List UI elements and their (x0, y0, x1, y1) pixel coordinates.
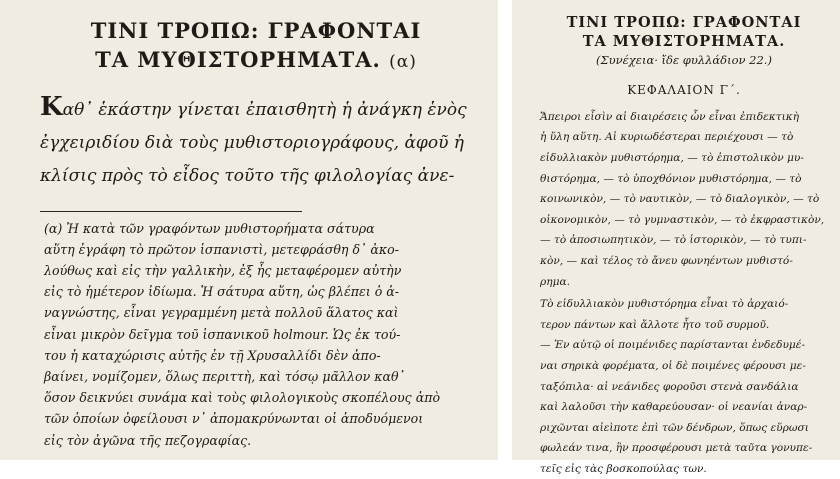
drop-cap: Κ (40, 91, 63, 122)
body-line: Τὸ εἰδυλλιακὸν μυθιστόρημα εἶναι τὸ ἀρχαιό- (540, 298, 789, 311)
body-line: τερον πάντων καὶ ἄλλοτε ἦτο τοῦ συρμοῦ. (540, 318, 770, 331)
footnote-line: εἰς τὸ ἡμέτερον ἰδίωμα. Ἡ σάτυρα αὕτη, ὡς βλέπει ὁ ἀ- (44, 284, 400, 300)
body-line: Ἄπειροι εἶσὶν αἱ διαιρέσεις ὧν εἶναι ἐπιδεκτικὴ (540, 110, 800, 123)
body-line: — τὸ ἀποσιωπητικὸν, — τὸ ἱστορικὸν, — τὸ τυπι- (540, 234, 807, 247)
footnote-line: βαίνει, νομίζομεν, ὅλως περιττὴ, καὶ τόσῳ μᾶλλον καθ᾽ (44, 369, 405, 384)
body-line: ἡ ὕλη αὕτη. Αἱ κυριωδέστεραι περιέχουσι — τὸ (540, 131, 794, 144)
body-line: ἐγχειριδίου διὰ τοὺς μυθιστοριογράφους, ἀφοῦ ἡ (40, 132, 464, 153)
right-title-line1: ΤΙΝΙ ΤΡΟΠΩ: ΓΡΑΦΟΝΤΑΙ (566, 14, 802, 31)
body-line: τεῖς εἰς τὰς βοσκοπούλας των. (540, 462, 707, 475)
footnote-line: αὕτη ἐγράφη τὸ πρῶτον ἱσπανιστὶ, μετεφράσθη δ᾽ ἀκο- (44, 241, 399, 257)
paragraph-2 (540, 294, 828, 479)
body-line: — Ἐν αὐτῷ οἱ ποιμένιδες παρίστανται ἐνδεδυμέ- (540, 339, 806, 352)
body-line: Καθ᾽ ἑκάστην γίνεται ἐπαισθητὴ ἡ ἀνάγκη ἑνὸς (40, 91, 467, 122)
left-title-footnote-marker: (α) (389, 52, 417, 73)
body-line: ναι σηρικὰ φορέματα, οἱ δὲ ποιμένες φέρουσι με- (540, 359, 806, 372)
footnote-separator (40, 211, 302, 212)
footnote-line: λούθως καὶ εἰς τὴν γαλλικὴν, ἐξ ἧς μεταφέρομεν αὐτὴν (44, 262, 402, 278)
footnote-line: του ἡ καταχώρισις αὐτῆς ἐν τῇ Χρυσαλλίδι δὲν ἀπο- (44, 347, 381, 363)
body-line: οἰκονομικὸν, — τὸ γυμναστικὸν, — τὸ ἐκφραστικὸν, (540, 213, 825, 226)
left-title-line1: ΤΙΝΙ ΤΡΟΠΩ: ΓΡΑΦΟΝΤΑΙ (90, 18, 422, 43)
body-line: κοινωνικὸν, — τὸ ναυτικὸν, — τὸ διαλογικὸν, — τὸ (540, 193, 820, 206)
footnote-line: (α) Ἡ κατὰ τῶν γραφόντων μυθιστορήματα σάτυρα (44, 220, 375, 236)
right-body-text (540, 107, 828, 479)
footnote-line: εἰς τὸν ἀγῶνα τῆς πεζογραφίας. (44, 432, 252, 448)
paragraph-1 (540, 107, 828, 292)
body-line: κλίσις πρὸς τὸ εἶδος τοῦτο τῆς φιλολογίας ἀνε- (40, 165, 455, 186)
footnote-line: εἶναι μικρὸν δεῖγμα τοῦ ἱσπανικοῦ holmour. Ὡς ἐκ τού- (44, 326, 401, 342)
body-line: ρημα. (540, 275, 570, 288)
body-line: φωλεάν τινα, ἣν προσφέρουσι μετὰ ταῦτα γονυπε- (540, 442, 813, 455)
continuation-note: (Συνέχεια· ἴδε φυλλάδιον 22.) (596, 52, 772, 67)
left-title-text: ΤΑ ΜΥΘΙΣΤΟΡΗΜΑΤΑ. (95, 47, 381, 73)
left-body-text (40, 91, 472, 193)
right-page-scan (512, 0, 840, 475)
left-title-line2 (40, 47, 472, 72)
chapter-heading: ΚΕΦΑΛΑΙΟΝ Γ΄. (627, 82, 741, 97)
body-line: εἰδυλλιακὸν μυθιστόρημα, — τὸ ἐπιστολικὸν μυ- (540, 151, 804, 164)
body-line: κὸν, — καὶ τέλος τὸ ἄνευ φωνηέντων μυθιστό- (540, 254, 793, 267)
body-line: καὶ λαλοῦσι τὴν καθαρεύουσαν· οἱ νεανίαι ἀναρ- (540, 401, 808, 414)
footnote-line: ὅσον δεικνύει συνάμα καὶ τοὺς φιλολογικοὺς σκοπέλους ἀπὸ (44, 390, 441, 406)
right-title-line2: ΤΑ ΜΥΘΙΣΤΟΡΗΜΑΤΑ. (582, 33, 786, 51)
footnote-line: τῶν ὁποίων ὀφείλουσι ν᾽ ἀπομακρύνωνται οἱ ἀποδυόμενοι (44, 411, 424, 427)
body-line: θιστόρημα, — τὸ ὑποχθόνιον μυθιστόρημα, — τὸ (540, 172, 802, 185)
body-line: ριχῶνται αἰεὶποτε ἐπὶ τῶν δένδρων, ὅπως εὕρωσι (540, 421, 809, 434)
footnote-line: ναγνώστης, εἶναι γεγραμμένη μετὰ πολλοῦ ἅλατος καὶ (44, 305, 399, 321)
left-footnote (40, 218, 472, 451)
body-line: ταξόπιλα· αἱ νεάνιδες φοροῦσι στενὰ σανδάλια (540, 380, 799, 393)
